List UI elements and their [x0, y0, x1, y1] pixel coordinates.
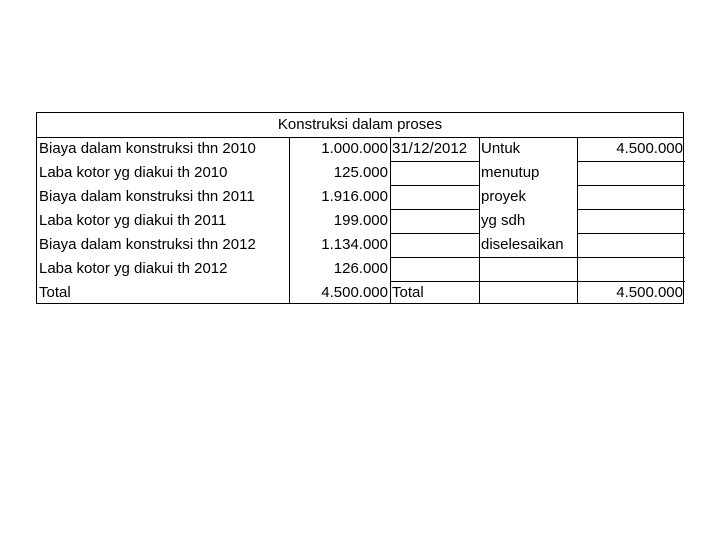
table-title: Konstruksi dalam proses — [277, 116, 443, 133]
row-label: Laba kotor yg diakui th 2011 — [39, 212, 227, 229]
row-label: Biaya dalam konstruksi thn 2012 — [39, 236, 256, 253]
row-label: Laba kotor yg diakui th 2012 — [39, 260, 228, 277]
right-total-amount: 4.500.000 — [616, 284, 683, 301]
row-divider — [577, 233, 685, 234]
total-value: 4.500.000 — [321, 284, 388, 301]
row-label: Biaya dalam konstruksi thn 2011 — [39, 188, 255, 205]
description-line: Untuk — [481, 140, 521, 157]
row-divider — [577, 209, 685, 210]
row-divider — [577, 185, 685, 186]
row-value: 1.000.000 — [321, 140, 388, 157]
row-label: Biaya dalam konstruksi thn 2010 — [39, 140, 256, 157]
total-label: Total — [39, 284, 71, 301]
description-line: menutup — [481, 164, 540, 181]
row-value: 126.000 — [333, 260, 388, 277]
row-value: 199.000 — [333, 212, 388, 229]
description-line: diselesaikan — [481, 236, 564, 253]
row-divider — [390, 257, 479, 258]
row-label: Laba kotor yg diakui th 2010 — [39, 164, 228, 181]
row-value: 1.134.000 — [321, 236, 388, 253]
closing-amount: 4.500.000 — [616, 140, 683, 157]
description-line: proyek — [481, 188, 527, 205]
row-divider — [577, 161, 685, 162]
right-total-label: Total — [392, 284, 424, 301]
row-divider — [390, 233, 479, 234]
row-divider — [479, 257, 685, 258]
row-value: 1.916.000 — [321, 188, 388, 205]
description-line: yg sdh — [481, 212, 526, 229]
row-divider — [390, 209, 479, 210]
construction-in-progress-table — [36, 112, 684, 304]
row-value: 125.000 — [333, 164, 388, 181]
table-header-row — [37, 113, 683, 138]
row-divider — [390, 161, 479, 162]
closing-date: 31/12/2012 — [392, 140, 468, 157]
row-divider — [390, 185, 479, 186]
